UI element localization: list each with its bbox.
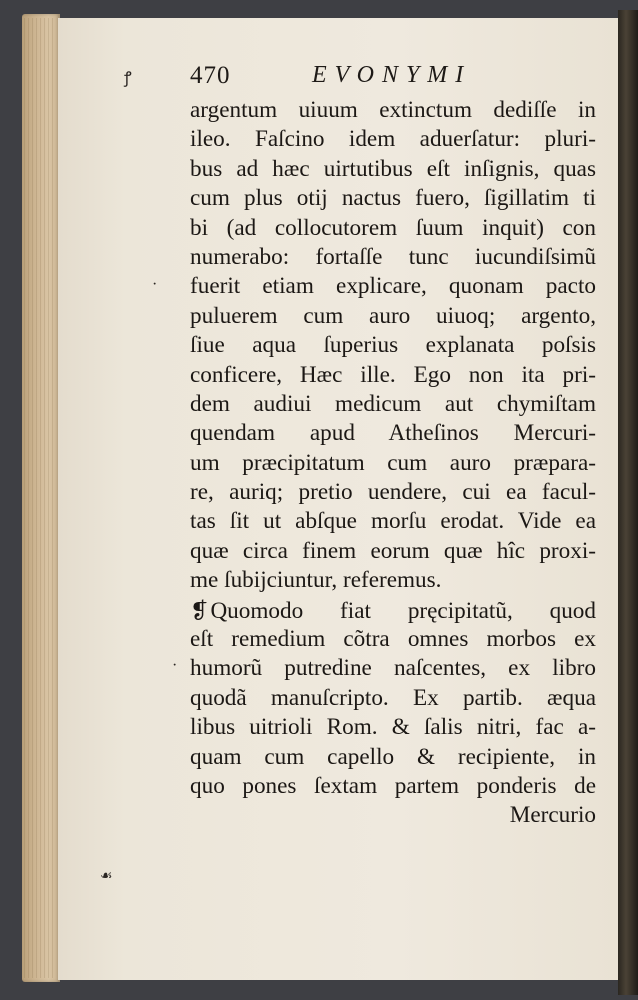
text-line	[190, 596, 596, 625]
text-line	[190, 625, 596, 654]
page-edge-texture	[24, 18, 54, 978]
text-line-content: bi (ad collocutorem ſuum inquit) con	[190, 214, 596, 241]
page-header	[190, 62, 610, 94]
text-line	[190, 214, 596, 243]
text-line-content: humorũ putredine naſcentes, ex libro	[190, 655, 596, 682]
text-line-content: dem audiui medicum aut chymiſtam	[190, 390, 596, 417]
page-number: 470	[190, 62, 231, 89]
text-line-content: numerabo: fortaſſe tunc iucundiſsimũ	[190, 243, 596, 270]
text-line	[190, 96, 596, 125]
text-line	[190, 537, 596, 566]
text-line-content: quo pones ſextam partem ponderis de	[190, 772, 596, 799]
text-line-content: Quomodo fiat pręcipitatũ, quod	[210, 597, 596, 624]
text-line	[190, 801, 596, 830]
text-line	[190, 743, 596, 772]
text-line-content: tas ſit ut abſque morſu erodat. Vide ea	[190, 508, 596, 535]
text-line-content: quendam apud Atheſinos Mercuri-	[190, 420, 596, 447]
text-line	[190, 361, 596, 390]
margin-mark: ꝭ	[124, 70, 132, 87]
text-line-content: conficere, Hæc ille. Ego non ita pri-	[190, 361, 596, 388]
text-line-content: Mercurio	[509, 802, 596, 829]
text-line-content: um præcipitatum cum auro præpara-	[190, 449, 596, 476]
text-line	[190, 478, 596, 507]
text-line-content: argentum uiuum extinctum dediſſe in	[190, 97, 596, 123]
text-line-content: me ſubijciuntur, referemus.	[190, 567, 442, 594]
margin-mark: ☙	[100, 869, 113, 884]
text-line-content: ſiue aqua ſuperius explanata poſsis	[190, 332, 596, 359]
text-line	[190, 302, 596, 331]
text-line	[190, 390, 596, 419]
text-line	[190, 772, 596, 801]
text-line	[190, 566, 596, 595]
text-line-content: fuerit etiam explicare, quonam pacto	[190, 273, 596, 300]
text-line-content: bus ad hæc uirtutibus eſt inſignis, quas	[190, 155, 596, 182]
running-head: EVONYMI	[312, 62, 472, 88]
text-line-content: quam cum capello & recipiente, in	[190, 743, 596, 770]
text-line-content: libus uitrioli Rom. & ſalis nitri, fac a-	[190, 714, 596, 741]
book-spine	[618, 10, 638, 995]
margin-mark: ·	[152, 276, 158, 293]
text-line-content: re, auriq; pretio uendere, cui ea facul-	[190, 479, 596, 506]
text-line-content: quæ circa finem eorum quæ hîc proxi-	[190, 537, 596, 564]
text-line	[190, 449, 596, 478]
text-line	[190, 155, 596, 184]
text-line	[190, 684, 596, 713]
margin-mark: ·	[172, 657, 178, 674]
text-line-content: ileo. Faſcino idem aduerſatur: pluri-	[190, 126, 596, 153]
text-line-content: puluerem cum auro uiuoq; argento,	[190, 302, 596, 329]
text-line-content: cum plus otij nactus fuero, ſigillatim ti	[190, 185, 596, 212]
text-line	[190, 125, 596, 154]
text-line	[190, 419, 596, 448]
text-line-content: eſt remedium cõtra omnes morbos ex	[190, 626, 596, 653]
body-text	[190, 96, 596, 831]
text-line	[190, 243, 596, 272]
text-line	[190, 507, 596, 536]
text-line	[190, 272, 596, 301]
text-line	[190, 184, 596, 213]
pilcrow-icon: ❡	[190, 597, 209, 623]
text-line	[190, 654, 596, 683]
text-line	[190, 331, 596, 360]
text-line	[190, 713, 596, 742]
text-line-content: quodã manuſcripto. Ex partib. æqua	[190, 684, 596, 711]
